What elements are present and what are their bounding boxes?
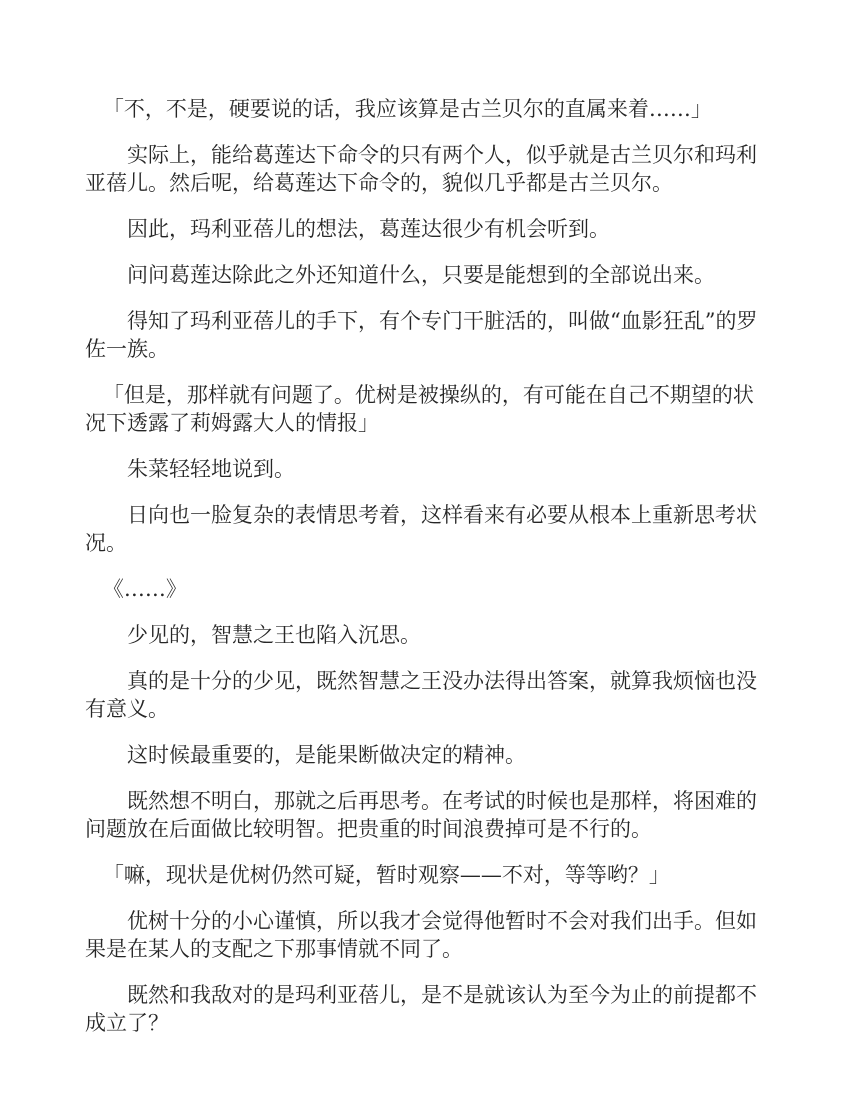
paragraph-2: 实际上，能给葛莲达下命令的只有两个人，似乎就是古兰贝尔和玛利亚蓓儿。然后呢，给葛莲达下命令的，貌似几乎都是古兰贝尔。 [85,143,757,195]
paragraph-12: 这时候最重要的，是能果断做决定的精神。 [127,743,526,767]
paragraph-14: 「嘛，现状是优树仍然可疑，暂时观察——不对，等等哟？」 [102,863,670,887]
paragraph-16: 既然和我敌对的是玛利亚蓓儿，是不是就该认为至今为止的前提都不成立了？ [85,983,757,1035]
paragraph-10: 少见的，智慧之王也陷入沉思。 [127,623,421,647]
paragraph-1: 「不，不是，硬要说的话，我应该算是古兰贝尔的直属来着……」 [102,97,712,121]
paragraph-5: 得知了玛利亚蓓儿的手下，有个专门干脏活的，叫做“血影狂乱”的罗佐一族。 [85,309,758,361]
paragraph-6: 「但是，那样就有问题了。优树是被操纵的，有可能在自己不期望的状况下透露了莉姆露大人的情报」 [85,383,754,435]
paragraph-11: 真的是十分的少见，既然智慧之王没办法得出答案，就算我烦恼也没有意义。 [85,669,757,721]
paragraph-4: 问问葛莲达除此之外还知道什么，只要是能想到的全部说出来。 [127,263,715,287]
novel-text [85,95,765,1037]
paragraph-7: 朱菜轻轻地说到。 [127,457,295,481]
paragraph-8: 日向也一脸复杂的表情思考着，这样看来有必要从根本上重新思考状况。 [85,503,757,555]
paragraph-13: 既然想不明白，那就之后再思考。在考试的时候也是那样，将困难的问题放在后面做比较明智。把贵重的时间浪费掉可是不行的。 [85,789,757,841]
paragraph-15: 优树十分的小心谨慎，所以我才会觉得他暂时不会对我们出手。但如果是在某人的支配之下那事情就不同了。 [85,909,757,961]
paragraph-3: 因此，玛利亚蓓儿的想法，葛莲达很少有机会听到。 [127,217,610,241]
paragraph-9: 《……》 [102,577,187,601]
